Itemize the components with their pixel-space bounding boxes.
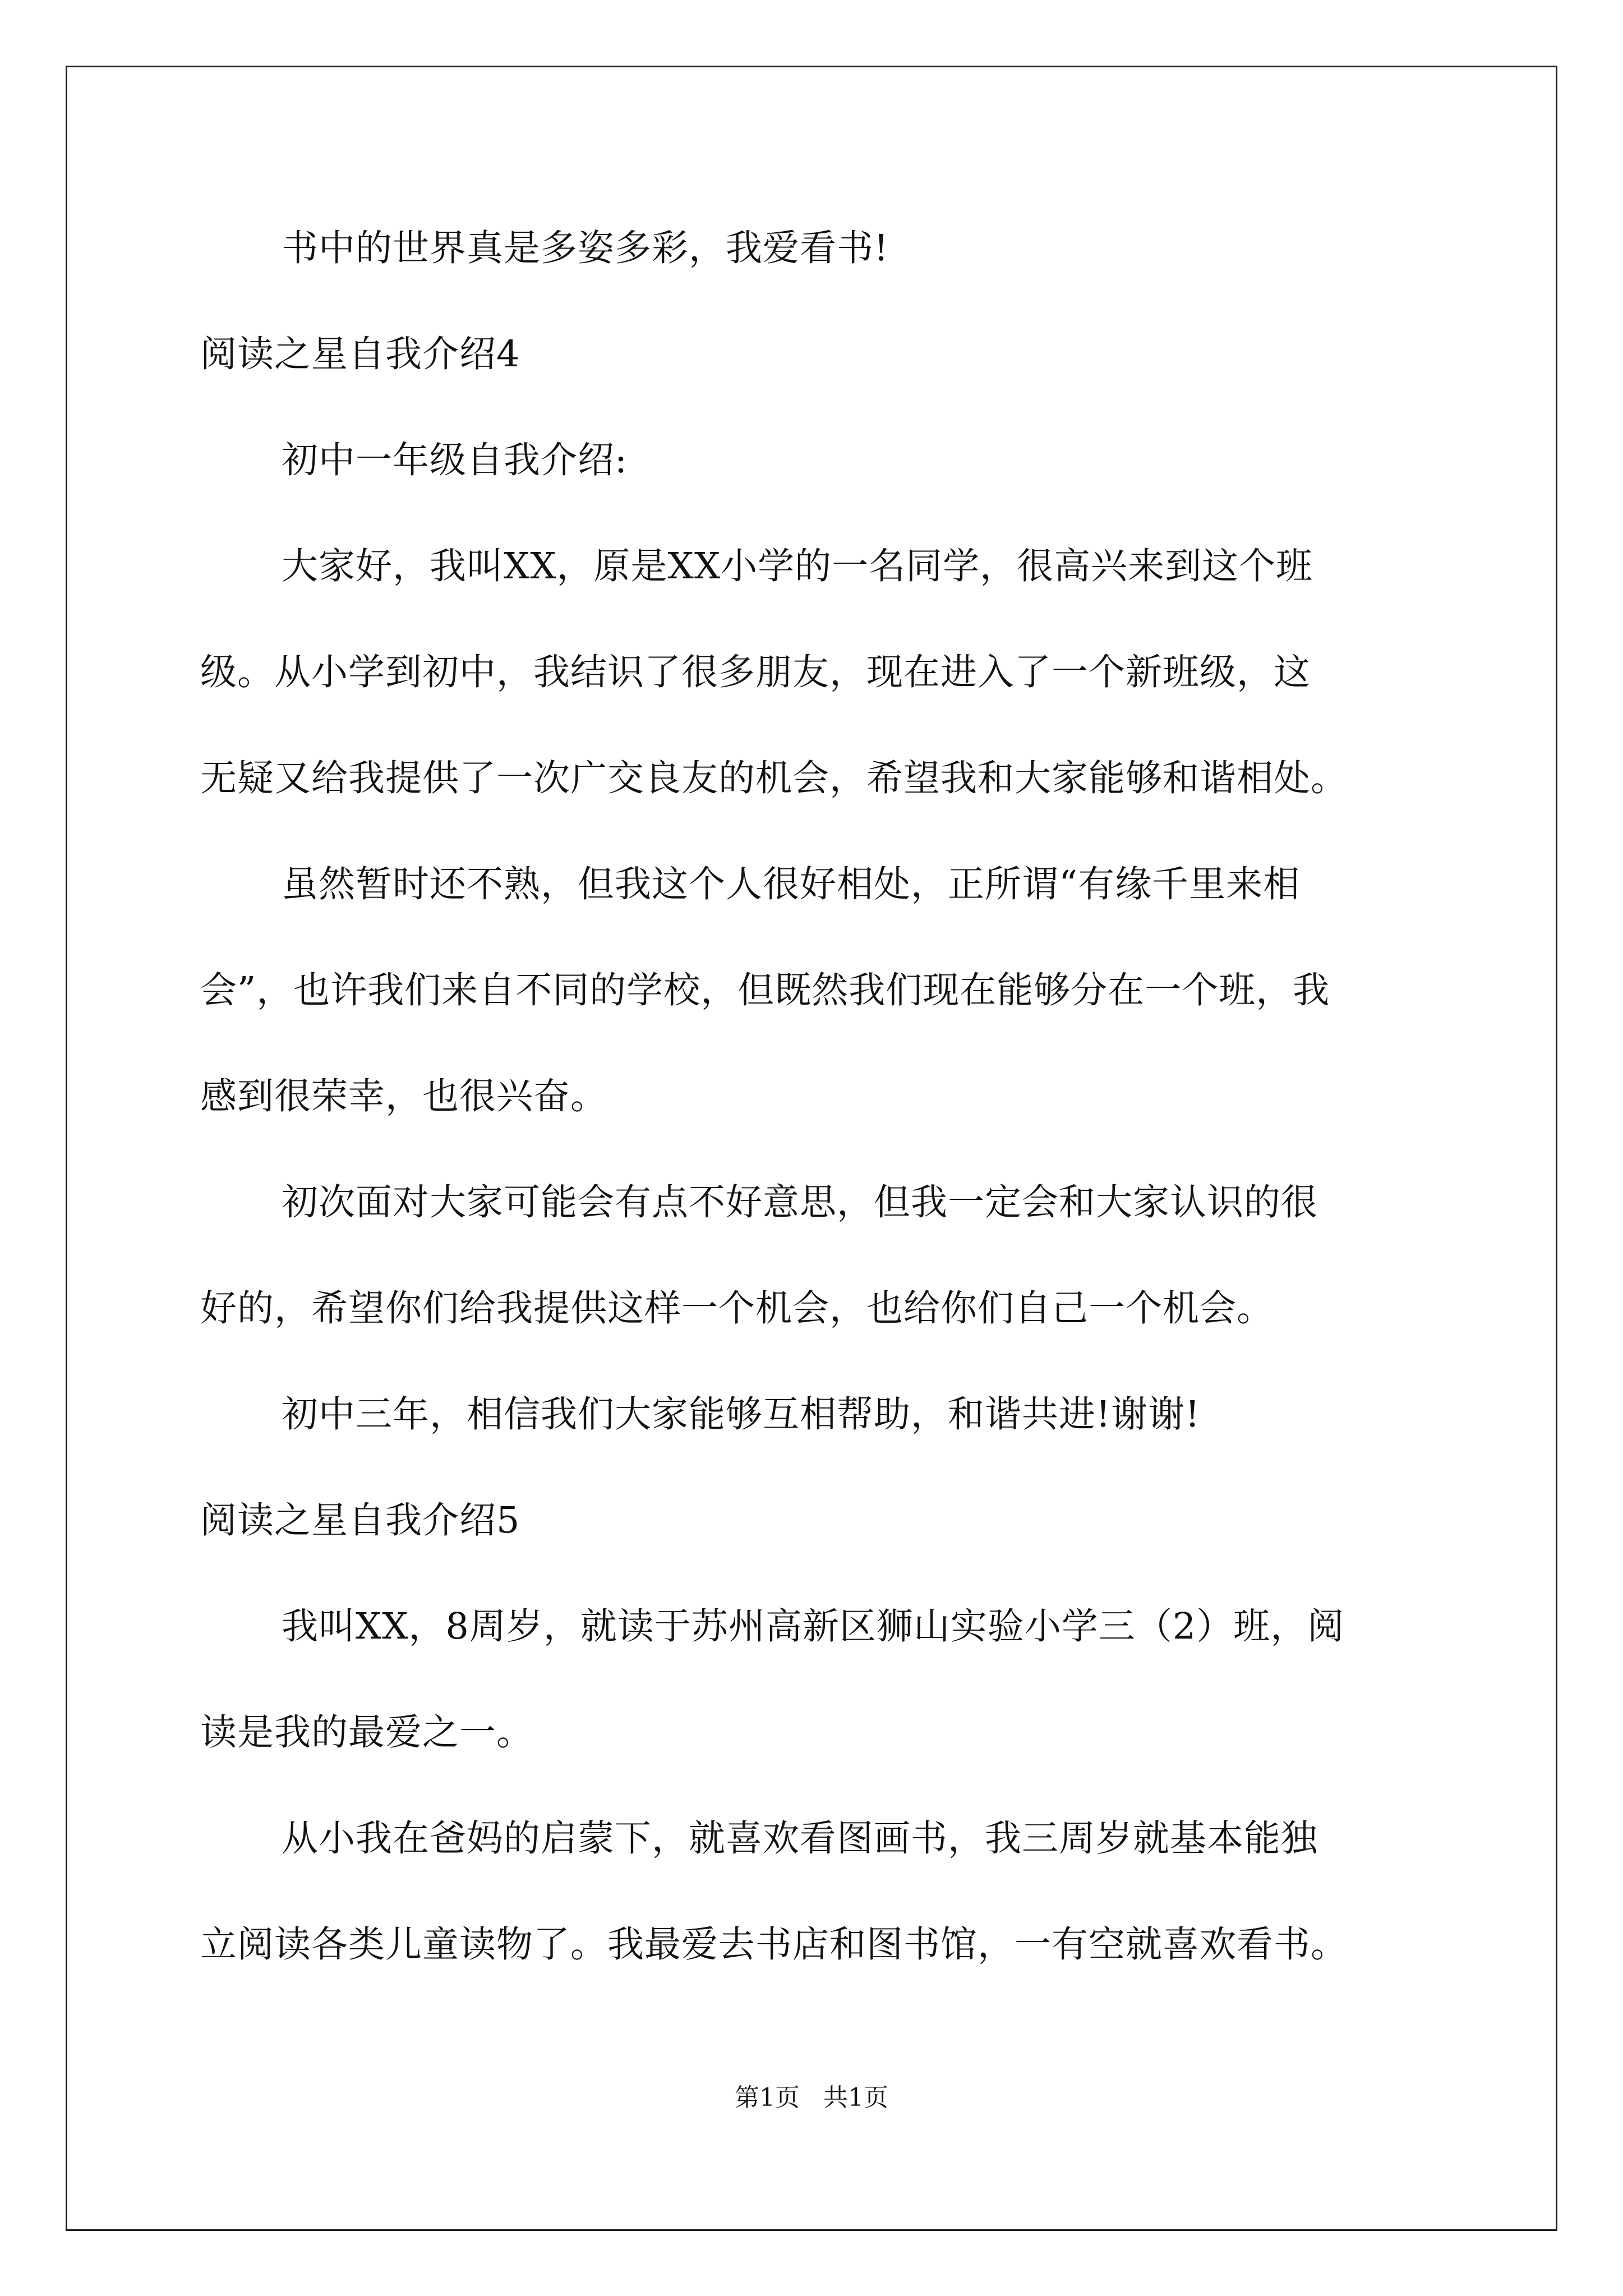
section-heading: 阅读之星自我介绍5 <box>200 1499 520 1542</box>
page-footer: 第1页 共1页 <box>735 2083 888 2112</box>
paragraph-line: 书中的世界真是多姿多彩，我爱看书! <box>282 227 889 269</box>
paragraph-line: 初次面对大家可能会有点不好意思，但我一定会和大家认识的很 <box>282 1181 1318 1223</box>
paragraph-line: 会”，也许我们来自不同的学校，但既然我们现在能够分在一个班，我 <box>200 969 1330 1011</box>
paragraph-line: 读是我的最爱之一。 <box>200 1711 534 1754</box>
paragraph-line: 感到很荣幸，也很兴奋。 <box>200 1075 608 1117</box>
paragraph-line: 我叫XX，8周岁，就读于苏州高新区狮山实验小学三（2）班，阅 <box>282 1605 1345 1648</box>
paragraph-line: 无疑又给我提供了一次广交良友的机会，希望我和大家能够和谐相处。 <box>200 757 1348 799</box>
paragraph-line: 初中一年级自我介绍: <box>282 439 628 481</box>
paragraph-line: 好的，希望你们给我提供这样一个机会，也给你们自己一个机会。 <box>200 1287 1274 1329</box>
paragraph-line: 级。从小学到初中，我结识了很多朋友，现在进入了一个新班级，这 <box>200 651 1311 693</box>
section-heading: 阅读之星自我介绍4 <box>200 333 520 375</box>
paragraph-line: 虽然暂时还不熟，但我这个人很好相处，正所谓“有缘千里来相 <box>282 863 1301 905</box>
paragraph-line: 大家好，我叫XX，原是XX小学的一名同学，很高兴来到这个班 <box>282 545 1313 587</box>
paragraph-line: 从小我在爸妈的启蒙下，就喜欢看图画书，我三周岁就基本能独 <box>282 1818 1318 1860</box>
paragraph-line: 初中三年，相信我们大家能够互相帮助，和谐共进!谢谢! <box>282 1393 1201 1435</box>
paragraph-line: 立阅读各类儿童读物了。我最爱去书店和图书馆，一有空就喜欢看书。 <box>200 1924 1348 1966</box>
document-body <box>200 222 1434 1972</box>
